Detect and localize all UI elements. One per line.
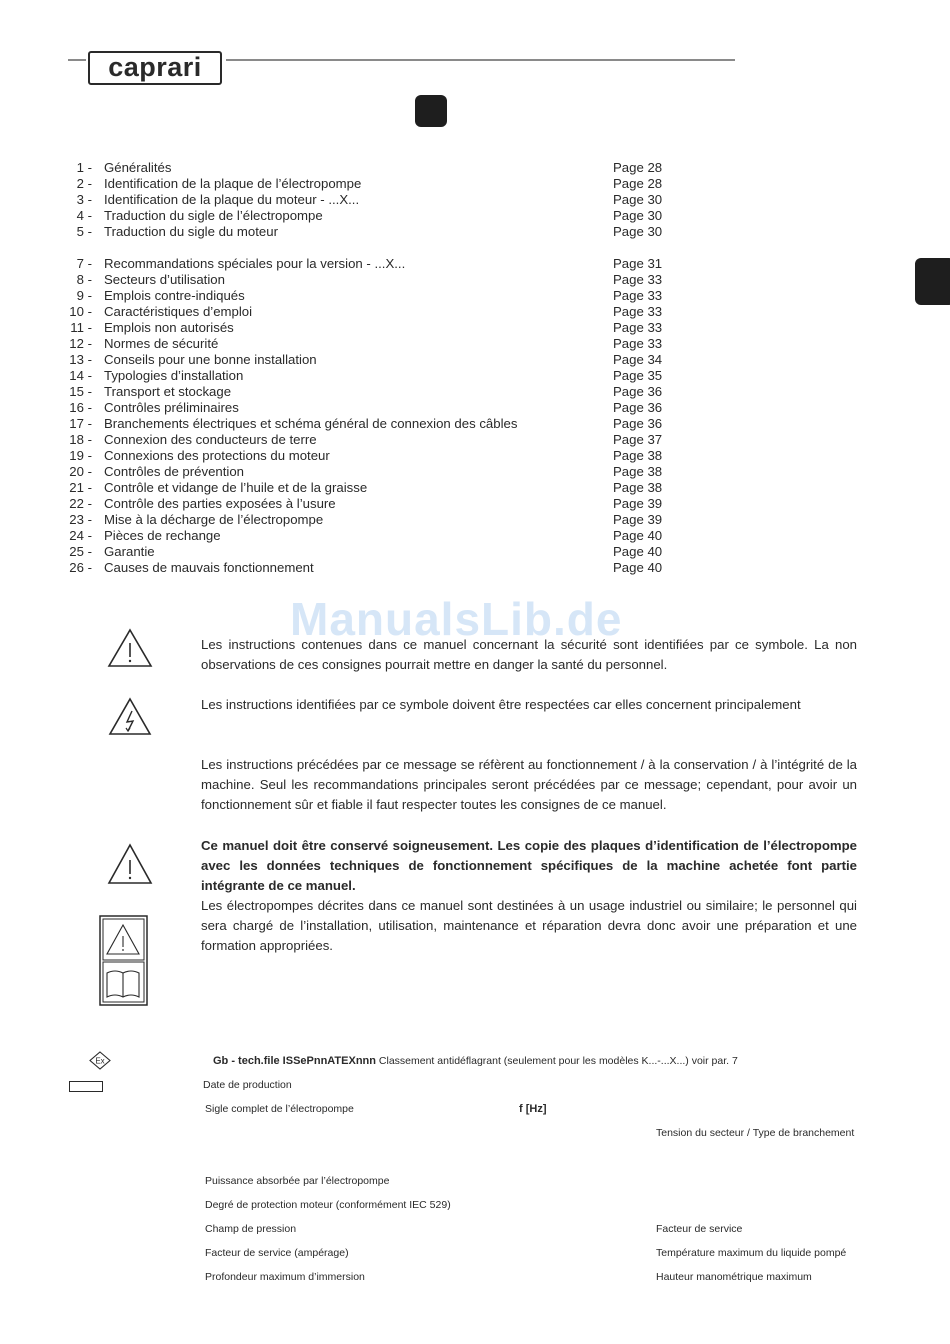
- toc-entry: [60, 304, 680, 320]
- toc-title: Transport et stockage: [104, 384, 232, 399]
- toc-title: Traduction du sigle de l’électropompe: [104, 208, 323, 223]
- toc-title: Causes de mauvais fonctionnement: [104, 560, 314, 575]
- toc-title: Recommandations spéciales pour la version - ...X...: [104, 256, 406, 271]
- plate-degre: Degré de protection moteur (conformément IEC 529): [205, 1199, 451, 1211]
- toc-entry: [60, 528, 680, 544]
- keep-manual-notice: Ce manuel doit être conservé soigneusement. Les copie des plaques d’identification de l’électropompe avec les données techniques de fonctionnement spécifiques de la machine achetée font partie intégrante de ce manuel.: [201, 838, 857, 894]
- toc-page: Page 33: [613, 304, 663, 319]
- toc-title: Branchements électriques et schéma général de connexion des câbles: [104, 416, 518, 431]
- atex-ex-icon: [89, 1051, 111, 1070]
- toc-title: Pièces de rechange: [104, 528, 221, 543]
- safety-notice: Les instructions contenues dans ce manuel concernant la sécurité sont identifiées par ce symbole. La non observations de ces consignes pourrait mettre en danger la santé du personnel.: [201, 637, 857, 673]
- toc-page: Page 35: [613, 368, 663, 383]
- toc-page: Page 33: [613, 320, 663, 335]
- toc-number: 1 -: [76, 160, 92, 175]
- toc-page: Page 39: [613, 512, 663, 527]
- toc-page: Page 36: [613, 400, 663, 415]
- toc-number: 3 -: [76, 192, 92, 207]
- toc-page: Page 30: [613, 208, 663, 223]
- toc-page: Page 28: [613, 160, 663, 175]
- plate-tension: Tension du secteur / Type de branchement: [656, 1127, 855, 1139]
- toc-number: 20 -: [69, 464, 92, 479]
- toc-number: 10 -: [69, 304, 92, 319]
- toc-number: 13 -: [69, 352, 92, 367]
- toc-title: Connexion des conducteurs de terre: [104, 432, 317, 447]
- toc-entry: [60, 256, 680, 272]
- toc-title: Caractéristiques d’emploi: [104, 304, 253, 319]
- toc-number: 12 -: [69, 336, 92, 351]
- toc-entry: [60, 480, 680, 496]
- toc-number: 22 -: [69, 496, 92, 511]
- toc-title: Secteurs d’utilisation: [104, 272, 225, 287]
- plate-facteur-amp: Facteur de service (ampérage): [205, 1247, 349, 1259]
- toc-title: Contrôles préliminaires: [104, 400, 239, 415]
- toc-number: 24 -: [69, 528, 92, 543]
- toc-page: Page 34: [613, 352, 663, 367]
- toc-entry: [60, 208, 680, 224]
- toc-number: 17 -: [69, 416, 92, 431]
- toc-page: Page 36: [613, 416, 663, 431]
- date-box: [69, 1081, 103, 1092]
- toc-title: Normes de sécurité: [104, 336, 219, 351]
- toc-title: Contrôle et vidange de l’huile et de la graisse: [104, 480, 368, 495]
- toc-page: Page 37: [613, 432, 663, 447]
- toc-page: Page 36: [613, 384, 663, 399]
- toc-number: 23 -: [69, 512, 92, 527]
- toc-entry: [60, 560, 680, 576]
- toc-page: Page 38: [613, 480, 663, 495]
- toc-number: 25 -: [69, 544, 92, 559]
- toc-page: Page 40: [613, 560, 663, 575]
- plate-profondeur: Profondeur maximum d’immersion: [205, 1271, 365, 1283]
- toc-page: Page 30: [613, 192, 663, 207]
- side-section-tab: [915, 258, 950, 305]
- toc-entry: [60, 384, 680, 400]
- toc-title: Emplois contre-indiqués: [104, 288, 245, 303]
- plate-facteur-service: Facteur de service: [656, 1223, 743, 1235]
- plate-temperature: Température maximum du liquide pompé: [656, 1247, 847, 1259]
- toc-entry: [60, 432, 680, 448]
- toc-title: Identification de la plaque de l’électropompe: [104, 176, 362, 191]
- plate-ex-line: [213, 1055, 738, 1068]
- toc-number: 7 -: [76, 256, 92, 271]
- toc-entry: [60, 496, 680, 512]
- toc-page: Page 28: [613, 176, 663, 191]
- toc-page: Page 38: [613, 448, 663, 463]
- plate-sigle: Sigle complet de l’électropompe: [205, 1103, 354, 1115]
- electric-hazard-icon: [108, 697, 152, 736]
- plate-ex-label: Gb - tech.file ISSePnnATEXnnn: [213, 1055, 376, 1067]
- toc-page: Page 40: [613, 544, 663, 559]
- plate-frequency: f [Hz]: [519, 1103, 547, 1115]
- toc-entry: [60, 272, 680, 288]
- header-rule-left: [68, 59, 86, 61]
- svg-text:Ex: Ex: [95, 1056, 105, 1066]
- plate-hauteur: Hauteur manométrique maximum: [656, 1271, 812, 1283]
- toc-title: Connexions des protections du moteur: [104, 448, 330, 463]
- machine-notice: Les instructions précédées par ce message se réfèrent au fonctionnement / à la conservation / à l’intégrité de la machine. Seul les recommandations principales seront précédées par ce message; cependant, pour avoir un fonctionnement sûr et fiable il faut respecter toutes les consignes de ce manuel.: [201, 757, 857, 813]
- toc-title: Traduction du sigle du moteur: [104, 224, 278, 239]
- toc-number: 26 -: [69, 560, 92, 575]
- toc-title: Mise à la décharge de l’électropompe: [104, 512, 324, 527]
- toc-number: 14 -: [69, 368, 92, 383]
- toc-page: Page 33: [613, 336, 663, 351]
- toc-entry: [60, 416, 680, 432]
- plate-puissance: Puissance absorbée par l’électropompe: [205, 1175, 390, 1187]
- watermark: ManualsLib.de: [290, 593, 623, 645]
- toc-entry: [60, 544, 680, 560]
- toc-number: 4 -: [76, 208, 92, 223]
- warning-triangle-icon: [107, 843, 153, 885]
- toc-number: 11 -: [70, 320, 92, 335]
- toc-number: 21 -: [69, 480, 92, 495]
- toc-entry: [60, 224, 680, 240]
- toc-number: 15 -: [69, 384, 92, 399]
- caprari-logo: caprari: [88, 51, 222, 85]
- toc-number: 9 -: [76, 288, 92, 303]
- toc-title: Emplois non autorisés: [104, 320, 234, 335]
- toc-entry: [60, 448, 680, 464]
- toc-number: 2 -: [76, 176, 92, 191]
- toc-title: Contrôle des parties exposées à l’usure: [104, 496, 336, 511]
- toc-title: Typologies d’installation: [104, 368, 244, 383]
- toc-page: Page 40: [613, 528, 663, 543]
- electric-notice: Les instructions identifiées par ce symbole doivent être respectées car elles concernent principalement: [201, 697, 801, 712]
- toc-number: 8 -: [76, 272, 92, 287]
- toc-page: Page 38: [613, 464, 663, 479]
- toc-entry: [60, 464, 680, 480]
- toc-page: Page 30: [613, 224, 663, 239]
- toc-entry: [60, 176, 680, 192]
- toc-entry: [60, 288, 680, 304]
- plate-ex-desc: Classement antidéflagrant (seulement pour les modèles K...-...X...) voir par. 7: [378, 1055, 738, 1067]
- toc-entry: [60, 400, 680, 416]
- toc-title: Identification de la plaque du moteur - ...X...: [104, 192, 360, 207]
- toc-page: Page 33: [613, 272, 663, 287]
- toc-page: Page 31: [613, 256, 663, 271]
- toc-number: 5 -: [76, 224, 92, 239]
- header-rule-right: [226, 59, 735, 61]
- plate-date: Date de production: [203, 1079, 292, 1091]
- toc-title: Garantie: [104, 544, 155, 559]
- toc-entry: [60, 336, 680, 352]
- toc-number: 18 -: [69, 432, 92, 447]
- read-manual-icon: [99, 915, 148, 1006]
- toc-entry: [60, 320, 680, 336]
- toc-title: Généralités: [104, 160, 172, 175]
- personnel-notice: Les électropompes décrites dans ce manuel sont destinées à un usage industriel ou similaire; le personnel qui sera chargé de l’installation, utilisation, maintenance et réparation devra donc avoir une préparation et une formation appropriées.: [201, 898, 857, 954]
- plate-champ: Champ de pression: [205, 1223, 297, 1235]
- toc-title: Conseils pour une bonne installation: [104, 352, 317, 367]
- toc-entry: [60, 160, 680, 176]
- warning-triangle-icon: [107, 628, 153, 668]
- toc-page: Page 33: [613, 288, 663, 303]
- toc-entry: [60, 368, 680, 384]
- toc-page: Page 39: [613, 496, 663, 511]
- toc-title: Contrôles de prévention: [104, 464, 245, 479]
- toc-entry: [60, 512, 680, 528]
- toc-number: 16 -: [69, 400, 92, 415]
- language-marker: [415, 95, 447, 127]
- toc-entry: [60, 352, 680, 368]
- toc-number: 19 -: [69, 448, 92, 463]
- toc-entry: [60, 192, 680, 208]
